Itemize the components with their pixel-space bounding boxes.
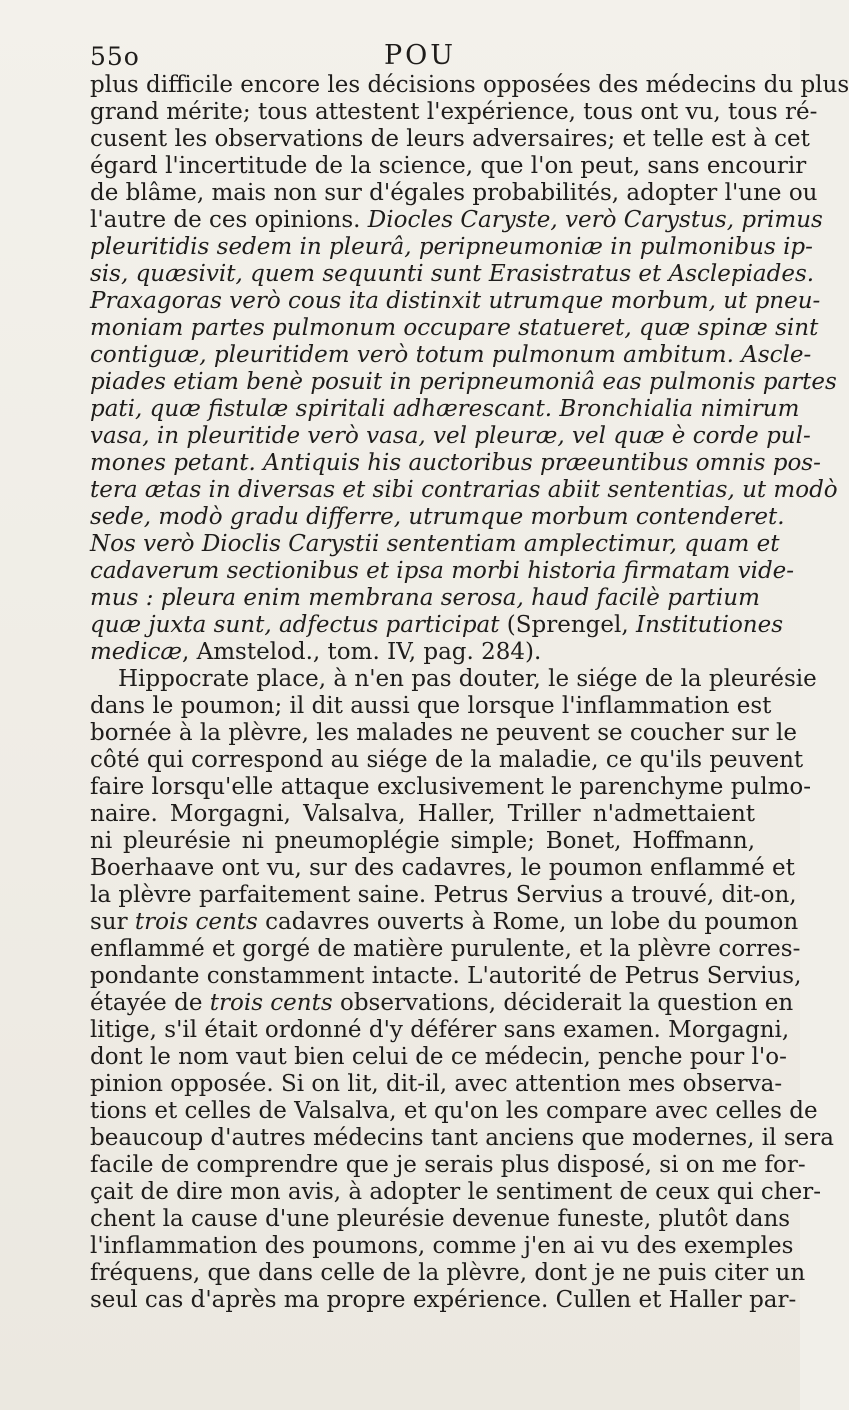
- text-line: sis, quæsivit, quem sequunti sunt Erasistratus et Asclepiades.: [90, 261, 815, 287]
- text-segment: cadavres ouverts à Rome, un lobe du poumon: [257, 909, 799, 935]
- text-line: fréquens, que dans celle de la plèvre, dont je ne puis citer un: [90, 1260, 806, 1286]
- text-line: sede, modò gradu differre, utrumque morbum contenderet.: [90, 504, 785, 530]
- text-line: pati, quæ fistulæ spiritali adhærescant. Bronchialia nimirum: [90, 396, 800, 422]
- text-line: pleuritidis sedem in pleurâ, peripneumoniæ in pulmonibus ip-: [90, 234, 813, 260]
- text-line: litige, s'il était ordonné d'y déférer sans examen. Morgagni,: [90, 1017, 790, 1043]
- text-segment: quæ juxta sunt, adfectus participat: [90, 612, 500, 638]
- text-line: dans le poumon; il dit aussi que lorsque l'inflammation est: [90, 693, 772, 719]
- text-line: Boerhaave ont vu, sur des cadavres, le poumon enflammé et: [90, 855, 795, 881]
- text-line: cadaverum sectionibus et ipsa morbi historia firmatam vide-: [90, 558, 795, 584]
- text-line: de blâme, mais non sur d'égales probabilités, adopter l'une ou: [90, 180, 818, 206]
- text-line: ni pleurésie ni pneumoplégie simple; Bonet, Hoffmann,: [90, 828, 755, 854]
- text-line: Hippocrate place, à n'en pas douter, le siége de la pleurésie: [118, 666, 817, 692]
- text-line: facile de comprendre que je serais plus disposé, si on me for-: [90, 1152, 806, 1178]
- text-line: Praxagoras verò cous ita distinxit utrumque morbum, ut pneu-: [90, 288, 821, 314]
- text-segment: étayée de: [90, 990, 210, 1016]
- text-line: bornée à la plèvre, les malades ne peuvent se coucher sur le: [90, 720, 797, 746]
- text-segment: sur: [90, 909, 135, 935]
- text-line: égard l'incertitude de la science, que l'on peut, sans encourir: [90, 153, 807, 179]
- text-line: [90, 909, 799, 936]
- text-line: chent la cause d'une pleurésie devenue funeste, plutôt dans: [90, 1206, 791, 1232]
- text-line: moniam partes pulmonum occupare statueret, quæ spinæ sint: [90, 315, 819, 341]
- text-line: [90, 990, 794, 1017]
- text-line: [90, 612, 784, 639]
- text-line: seul cas d'après ma propre expérience. Cullen et Haller par-: [90, 1287, 797, 1313]
- running-head: POU: [383, 40, 457, 71]
- text-segment: , Amstelod., tom. IV, pag. 284).: [182, 639, 542, 665]
- text-line: naire. Morgagni, Valsalva, Haller, Triller n'admettaient: [90, 801, 755, 827]
- text-segment: trois cents: [134, 909, 258, 935]
- text-line: dont le nom vaut bien celui de ce médecin, penche pour l'o-: [90, 1044, 787, 1070]
- text-line: tera ætas in diversas et sibi contrarias abiit sententias, ut modò: [90, 477, 838, 503]
- text-segment: Institutiones: [636, 612, 784, 638]
- page-number: 55o: [90, 42, 140, 71]
- text-segment: observations, déciderait la question en: [332, 990, 794, 1016]
- text-line: plus difficile encore les décisions opposées des médecins du plus: [90, 72, 849, 98]
- page-header: [90, 40, 750, 74]
- text-line: la plèvre parfaitement saine. Petrus Servius a trouvé, dit-on,: [90, 882, 797, 908]
- text-line: côté qui correspond au siége de la maladie, ce qu'ils peuvent: [90, 747, 804, 773]
- text-segment: Diocles Caryste, verò Carystus, primus: [367, 207, 823, 233]
- text-line: l'inflammation des poumons, comme j'en ai vu des exemples: [90, 1233, 794, 1259]
- text-line: cusent les observations de leurs adversaires; et telle est à cet: [90, 126, 810, 152]
- text-line: tions et celles de Valsalva, et qu'on les compare avec celles de: [90, 1098, 818, 1124]
- text-line: enflammé et gorgé de matière purulente, et la plèvre corres-: [90, 936, 801, 962]
- text-line: beaucoup d'autres médecins tant anciens que modernes, il sera: [90, 1125, 834, 1151]
- text-segment: trois cents: [209, 990, 333, 1016]
- text-line: piades etiam benè posuit in peripneumoniâ eas pulmonis partes: [90, 369, 837, 395]
- text-line: pinion opposée. Si on lit, dit-il, avec attention mes observa-: [90, 1071, 783, 1097]
- body-text: [90, 72, 849, 1314]
- text-line: faire lorsqu'elle attaque exclusivement le parenchyme pulmo-: [90, 774, 812, 800]
- text-line: [90, 639, 755, 666]
- text-line: [90, 207, 823, 234]
- text-line: mones petant. Antiquis his auctoribus præeuntibus omnis pos-: [90, 450, 821, 476]
- text-line: çait de dire mon avis, à adopter le sentiment de ceux qui cher-: [90, 1179, 822, 1205]
- text-line: pondante constamment intacte. L'autorité de Petrus Servius,: [90, 963, 802, 989]
- text-segment: (Sprengel,: [499, 612, 636, 638]
- text-line: grand mérite; tous attestent l'expérience, tous ont vu, tous ré-: [90, 99, 818, 125]
- text-line: vasa, in pleuritide verò vasa, vel pleuræ, vel quæ è corde pul-: [90, 423, 811, 449]
- text-segment: medicæ: [90, 639, 182, 665]
- text-line: contiguæ, pleuritidem verò totum pulmonum ambitum. Ascle-: [90, 342, 812, 368]
- text-segment: l'autre de ces opinions.: [90, 207, 368, 233]
- text-line: mus : pleura enim membrana serosa, haud facilè partium: [90, 585, 760, 611]
- text-line: Nos verò Dioclis Carystii sententiam amplectimur, quam et: [90, 531, 780, 557]
